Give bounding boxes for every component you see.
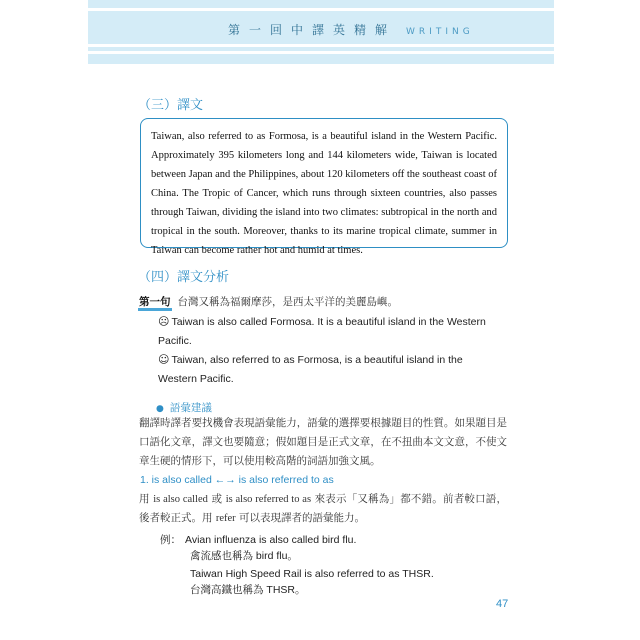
vocab-paragraph: 翻譯時譯者要找機會表現語彙能力，語彙的選擇要根據題目的性質。如果題目是口語化文章，譯文也要隨意；假如題目是正式文章，在不扭曲本文文意，不使文章生硬的情形下，可以使用較高階的詞語加強文風。 [139,417,507,467]
smile-face-icon: ☺ [158,353,170,366]
bad-example-text: Taiwan is also called Formosa. It is a beautiful island in the Western Pacific. [158,316,486,347]
point-1-term: is also called [153,494,208,505]
sentence-heading [138,294,398,309]
good-example-text: Taiwan, also referred to as Formosa, is a beautiful island in the Western Pacific. [158,354,463,385]
sentence-tag: 第一句 [138,296,172,311]
frown-face-icon: ☹ [158,315,170,328]
header-stripe [88,51,554,54]
point-1-term: refer [215,513,236,524]
header-stripe [88,44,554,47]
translation-text: Taiwan, also referred to as Formosa, is a beautiful island in the Western Pacific. Approximately 395 kilometers long and 144 kilometers wide, Taiwan is located between Japan and the Philippines, about 120 kilometers off the southeast coast of China. The Tropic of Cancer, which runs through sixteen countries, also passes through Taiwan, dividing the island into two climates: subtropical in the north and tropical in the south. Moreover, thanks to its marine tropical climate, summer in Taiwan can become rather hot and humid at times. [151,131,497,256]
section-4-title: （四）譯文分析 [138,270,230,285]
sentence-source-text: 台灣又稱為福爾摩莎，是西太平洋的美麗島嶼。 [177,296,398,308]
good-example [158,350,498,389]
bullet-icon: ● [156,404,164,414]
header-stripe [88,8,554,11]
page-number: 47 [496,598,509,610]
vocab-title-text: 語彙建議 [169,402,212,414]
example-1-en: Avian influenza is also called bird flu. [185,534,357,546]
header-title-en: WRITING [406,27,474,37]
point-1-text: 來表示「又稱為」都不錯。前者較口語，後者較正式。用 [139,493,508,524]
example-2-en: Taiwan High Speed Rail is also referred to as THSR. [190,568,434,580]
bad-example [158,312,498,351]
point-1-text: 用 [139,493,150,505]
running-header [228,21,538,37]
section-3-title: （三）譯文 [138,98,204,113]
example-prefix: 例： [160,534,181,546]
example-1-zh: 禽流感也稱為 bird flu。 [190,550,298,562]
header-title-zh: 第一回中譯英精解 [228,23,397,37]
point-1-paragraph [139,490,507,528]
point-1-term: is also referred to as [225,494,312,505]
example-2 [190,566,434,598]
example-1 [160,532,356,564]
point-1-text: 或 [211,493,223,505]
point-1-text: 可以表現譯者的語彙能力。 [239,512,365,524]
example-2-zh: 台灣高鐵也稱為 THSR。 [190,584,306,596]
point-1-title: 1. is also called ←→ is also referred to as [140,474,334,486]
translation-box [140,118,508,256]
vocab-suggestion-title [156,400,212,415]
